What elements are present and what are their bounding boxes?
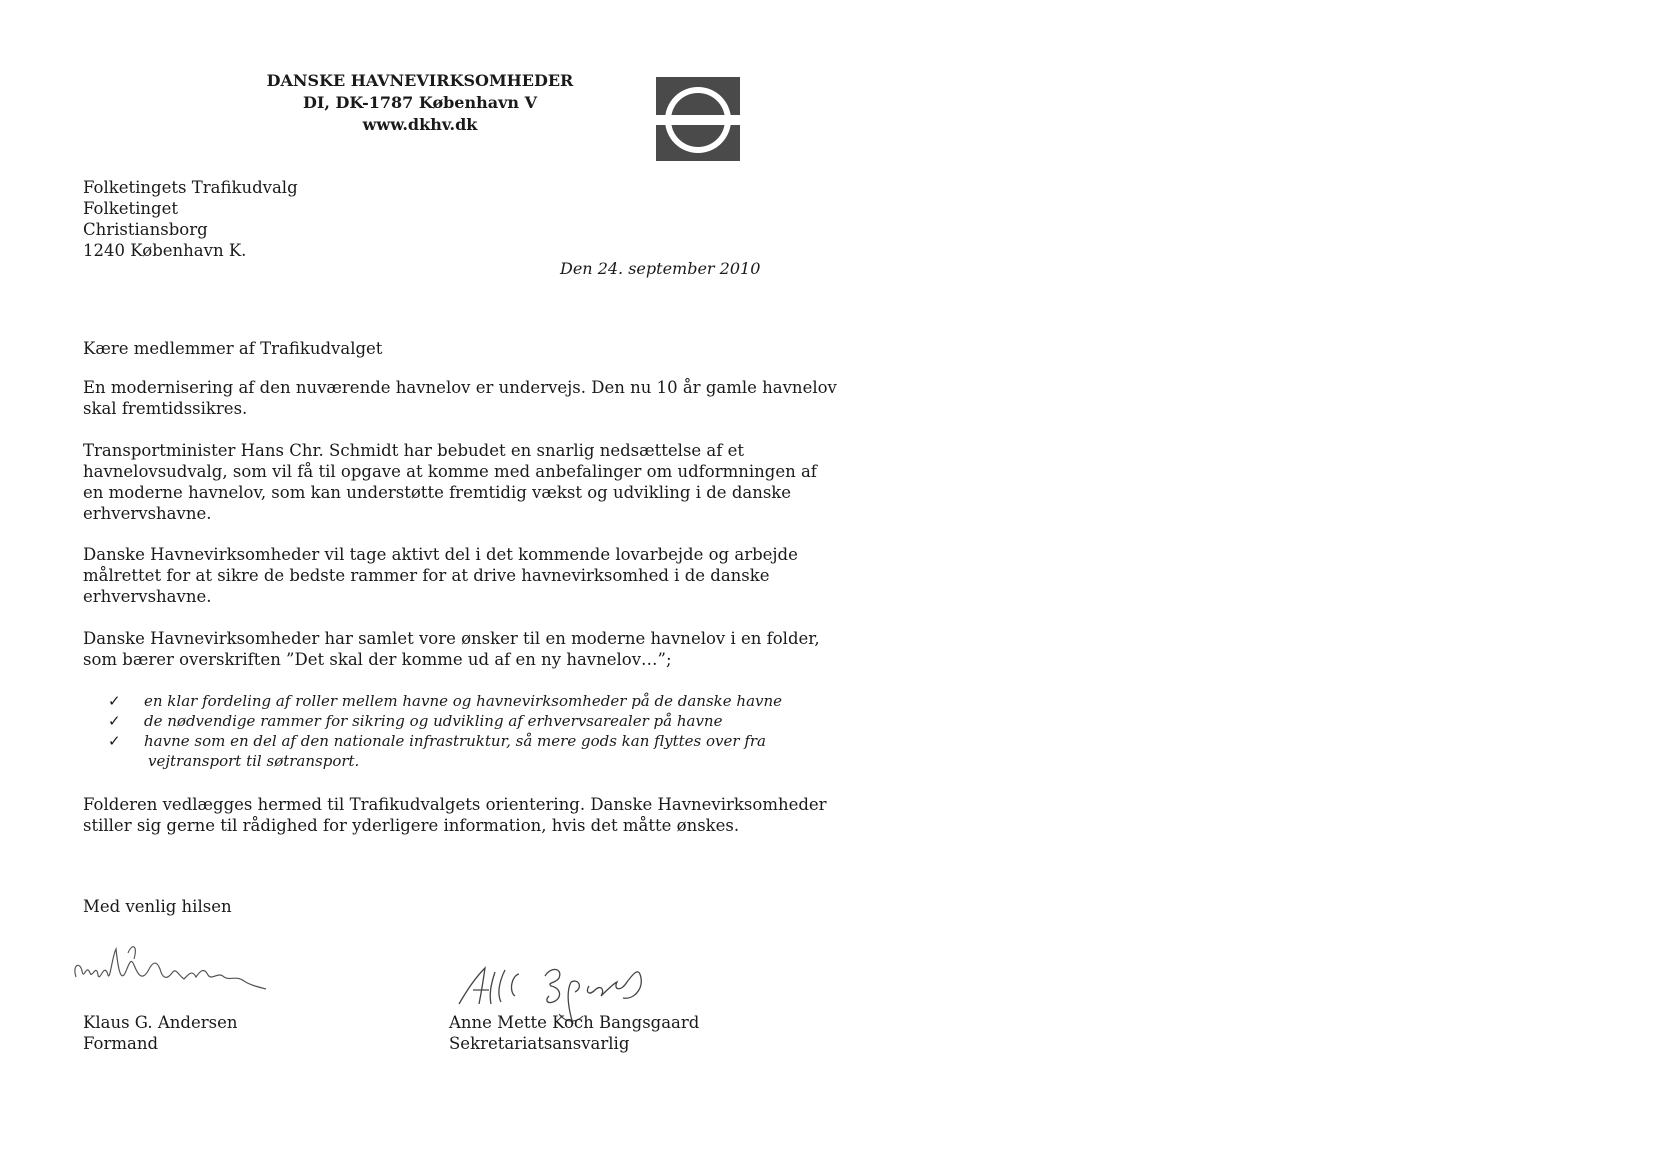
paragraph-line: målrettet for at sikre de bedste rammer for at drive havnevirksomhed i de danske: [83, 566, 770, 585]
paragraph-line: Transportminister Hans Chr. Schmidt har bebudet en snarlig nedsættelse af et: [83, 441, 744, 460]
signatory-right: [449, 1012, 699, 1054]
paragraph-line: havnelovsudvalg, som vil få til opgave at komme med anbefalinger om udformningen af: [83, 462, 817, 481]
wish-list: [108, 691, 782, 771]
list-item: [108, 711, 782, 731]
salutation: Kære medlemmer af Trafikudvalget: [83, 339, 383, 358]
paragraph-2: [83, 440, 817, 524]
list-item-text: havne som en del af den nationale infrastruktur, så mere gods kan flyttes over fra: [144, 732, 766, 750]
paragraph-line: erhvervshavne.: [83, 587, 212, 606]
checkmark-icon: ✓: [108, 692, 121, 710]
recipient-line: Folketingets Trafikudvalg: [83, 178, 298, 197]
paragraph-4: [83, 628, 820, 670]
list-item: [108, 731, 782, 751]
recipient-address: [83, 177, 298, 261]
signatory-name: Klaus G. Andersen: [83, 1013, 238, 1032]
paragraph-line: En modernisering af den nuværende havnelov er undervejs. Den nu 10 år gamle havnelov: [83, 378, 837, 397]
signature-left-icon: [68, 935, 288, 1001]
paragraph-line: som bærer overskriften ”Det skal der komme ud af en ny havnelov…”;: [83, 650, 672, 669]
letter-date: Den 24. september 2010: [560, 259, 761, 278]
letterhead: [230, 70, 610, 136]
signatory-name: Anne Mette Koch Bangsgaard: [449, 1013, 700, 1032]
paragraph-line: en moderne havnelov, som kan understøtte fremtidig vækst og udvikling i de danske: [83, 483, 792, 502]
paragraph-line: Danske Havnevirksomheder har samlet vore ønsker til en moderne havnelov i en folder,: [83, 629, 820, 648]
signatory-left: [83, 1012, 237, 1054]
org-website: www.dkhv.dk: [362, 115, 478, 134]
closing: Med venlig hilsen: [83, 897, 232, 916]
checkmark-icon: ✓: [108, 732, 121, 750]
paragraph-line: Folderen vedlægges hermed til Trafikudvalgets orientering. Danske Havnevirksomheder: [83, 795, 827, 814]
dkhv-logo-icon: [656, 77, 740, 161]
paragraph-line: skal fremtidssikres.: [83, 399, 248, 418]
paragraph-1: [83, 377, 837, 419]
recipient-line: Christiansborg: [83, 220, 208, 239]
list-item-text: en klar fordeling af roller mellem havne og havnevirksomheder på de danske havne: [144, 692, 783, 710]
paragraph-5: [83, 794, 827, 836]
list-item-text: de nødvendige rammer for sikring og udvikling af erhvervsarealer på havne: [144, 712, 723, 730]
signatory-title: Formand: [83, 1034, 159, 1053]
checkmark-icon: ✓: [108, 712, 121, 730]
recipient-line: 1240 København K.: [83, 241, 247, 260]
org-address: DI, DK-1787 København V: [302, 93, 538, 112]
list-item-continuation: vejtransport til søtransport.: [148, 752, 360, 770]
paragraph-line: erhvervshavne.: [83, 504, 212, 523]
paragraph-3: [83, 544, 798, 607]
list-item: [108, 691, 782, 711]
paragraph-line: Danske Havnevirksomheder vil tage aktivt del i det kommende lovarbejde og arbejde: [83, 545, 798, 564]
paragraph-line: stiller sig gerne til rådighed for yderligere information, hvis det måtte ønskes.: [83, 816, 740, 835]
org-name: DANSKE HAVNEVIRKSOMHEDER: [266, 71, 574, 90]
recipient-line: Folketinget: [83, 199, 179, 218]
signatory-title: Sekretariatsansvarlig: [449, 1034, 630, 1053]
